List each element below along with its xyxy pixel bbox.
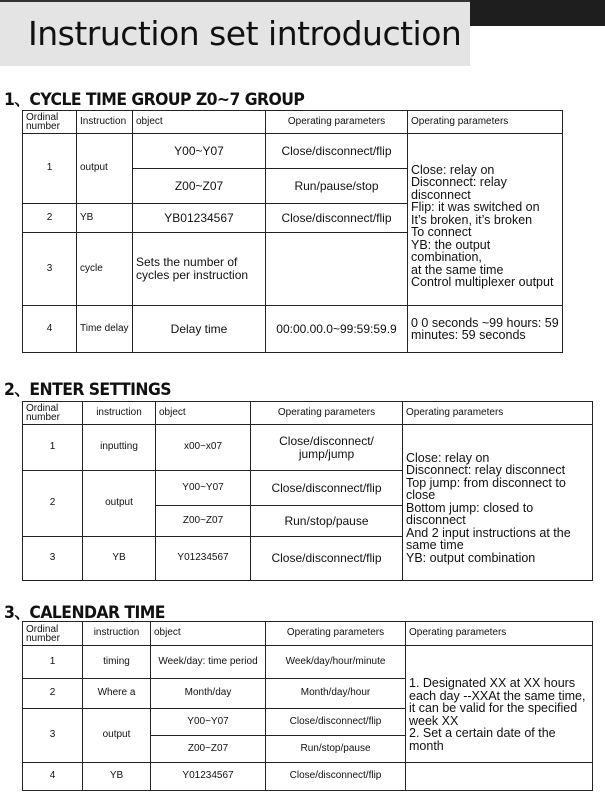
- cell: Month/day/hour: [266, 679, 406, 709]
- note-line: Disconnect: relay disconnect: [411, 175, 507, 202]
- note-line: Control multiplexer output: [411, 275, 554, 289]
- cell: 0 0 seconds ~99 hours: 59 minutes: 59 seconds: [408, 306, 563, 353]
- enter-settings-table: [22, 401, 593, 581]
- section-1-title: 1、CYCLE TIME GROUP Z0~7 GROUP: [4, 90, 305, 110]
- note-line: Close: relay on: [411, 162, 495, 177]
- page-title: Instruction set introduction: [28, 14, 462, 53]
- title-banner: [0, 0, 470, 66]
- section-3-title: 3、CALENDAR TIME: [4, 603, 165, 623]
- cell: Time delay: [77, 306, 133, 353]
- header-params-2: Operating parameters: [408, 111, 563, 134]
- cell: YB: [83, 763, 151, 791]
- note-line: Close: relay on: [406, 450, 490, 465]
- cell: 3: [23, 709, 83, 763]
- header-params-2: Operating parameters: [403, 402, 593, 425]
- note-line: Bottom jump: closed to disconnect: [406, 500, 534, 528]
- header-object: object: [133, 111, 266, 134]
- cell: Run/pause/stop: [266, 169, 408, 204]
- note-line: YB: the output combination,: [411, 237, 491, 264]
- note-line: It’s broken, it’s broken: [411, 212, 533, 227]
- cell: Week/day: time period: [151, 646, 266, 679]
- cell: Run/stop/pause: [266, 736, 406, 763]
- note-line: 2. Set a certain date of the month: [409, 726, 556, 753]
- note-cell: [408, 134, 563, 306]
- cell: 2: [23, 679, 83, 709]
- cell: output: [77, 134, 133, 204]
- header-params-2: Operating parameters: [406, 622, 593, 646]
- cell: Z00~Z07: [151, 736, 266, 763]
- cell: 00:00.00.0~99:59:59.9: [266, 306, 408, 353]
- cell: 3: [23, 537, 83, 581]
- cell: Sets the number of cycles per instruction: [133, 233, 266, 306]
- header-params: Operating parameters: [266, 111, 408, 134]
- header-ordinal: Ordinal number: [23, 622, 83, 646]
- cell-empty: [406, 763, 593, 791]
- header-ordinal: Ordinal number: [23, 402, 83, 425]
- header-object: object: [151, 622, 266, 646]
- note-line: 1. Designated XX at XX hours each day --XXAt the same time, it can be valid for the specified week XX: [409, 676, 586, 728]
- cycle-time-table: [22, 110, 563, 353]
- cell: 2: [23, 471, 83, 537]
- cell: [266, 233, 408, 306]
- cell: cycle: [77, 233, 133, 306]
- header-ordinal: Ordinal number: [23, 111, 77, 134]
- note-cell: [406, 646, 593, 763]
- header-instruction: instruction: [83, 402, 156, 425]
- cell: YB: [83, 537, 156, 581]
- note-cell: [403, 425, 593, 581]
- cell: Run/stop/pause: [251, 506, 403, 537]
- top-dark-bar: [470, 0, 605, 26]
- calendar-time-table: [22, 621, 593, 791]
- note-line: YB: output combination: [406, 550, 536, 565]
- cell: Y00~Y07: [151, 709, 266, 736]
- cell: 1: [23, 134, 77, 204]
- cell: Where a: [83, 679, 151, 709]
- cell: Delay time: [133, 306, 266, 353]
- cell: 3: [23, 233, 77, 306]
- cell: timing: [83, 646, 151, 679]
- cell: Month/day: [151, 679, 266, 709]
- cell: x00~x07: [156, 425, 251, 471]
- cell: Z00~Z07: [133, 169, 266, 204]
- header-instruction: Instruction: [77, 111, 133, 134]
- header-object: object: [156, 402, 251, 425]
- cell: Y00~Y07: [133, 134, 266, 169]
- cell: inputting: [83, 425, 156, 471]
- note-line: To connect: [411, 225, 472, 239]
- cell: Close/disconnect/flip: [251, 537, 403, 581]
- cell: Close/disconnect/ jump/jump: [251, 425, 403, 471]
- header-params: Operating parameters: [266, 622, 406, 646]
- cell: YB: [77, 204, 133, 233]
- cell: Y01234567: [156, 537, 251, 581]
- cell: Close/disconnect/flip: [266, 763, 406, 791]
- note-line: Top jump: from disconnect to close: [406, 475, 566, 503]
- header-params: Operating parameters: [251, 402, 403, 425]
- note-line: Flip: it was switched on: [411, 200, 540, 214]
- section-2-title: 2、ENTER SETTINGS: [4, 380, 171, 400]
- note-line: And 2 input instructions at the same time: [406, 525, 571, 553]
- cell: output: [83, 471, 156, 537]
- cell: output: [83, 709, 151, 763]
- cell: YB01234567: [133, 204, 266, 233]
- cell: 1: [23, 425, 83, 471]
- cell: 4: [23, 306, 77, 353]
- cell: Z00~Z07: [156, 506, 251, 537]
- cell: Close/disconnect/flip: [266, 204, 408, 233]
- cell: 4: [23, 763, 83, 791]
- cell: 2: [23, 204, 77, 233]
- cell: Close/disconnect/flip: [266, 134, 408, 169]
- cell: Week/day/hour/minute: [266, 646, 406, 679]
- note-line: at the same time: [411, 262, 504, 277]
- cell: Close/disconnect/flip: [266, 709, 406, 736]
- note-line: Disconnect: relay disconnect: [406, 463, 566, 478]
- cell: Y00~Y07: [156, 471, 251, 506]
- header-instruction: instruction: [83, 622, 151, 646]
- cell: Close/disconnect/flip: [251, 471, 403, 506]
- cell: Y01234567: [151, 763, 266, 791]
- cell: 1: [23, 646, 83, 679]
